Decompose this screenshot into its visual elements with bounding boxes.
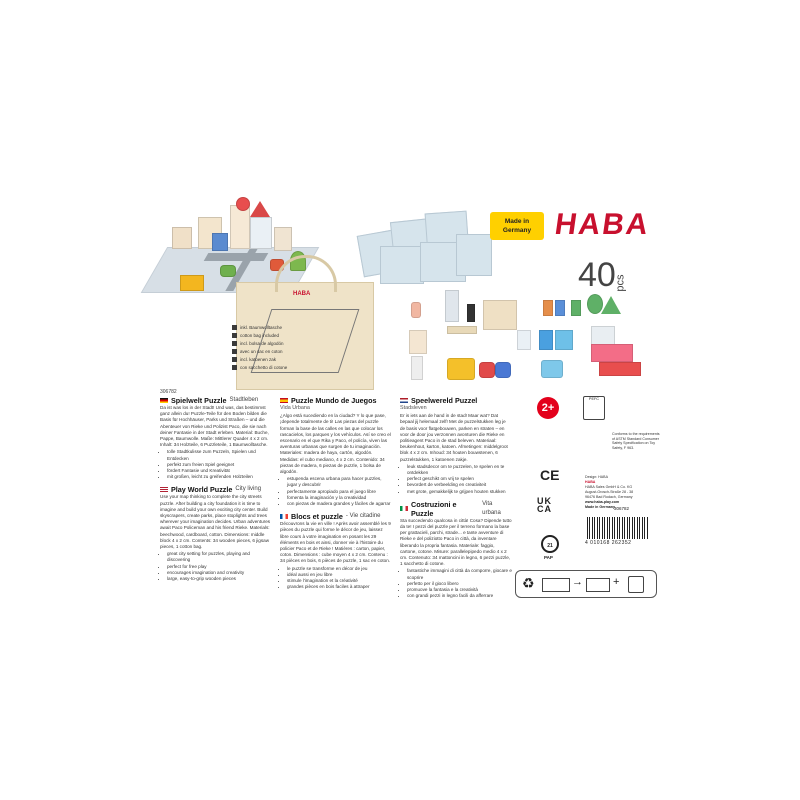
- manufacturer-address: [585, 475, 655, 510]
- legend-label: cotton bag included: [240, 332, 280, 338]
- bullet-item: • great city setting for puzzles, playing and discovering: [167, 551, 272, 563]
- heading-en: [160, 485, 272, 494]
- heading-es: [280, 396, 392, 405]
- flag-icon: [232, 325, 237, 330]
- legend-item: [232, 355, 296, 363]
- legend-item: [232, 339, 296, 347]
- legend-item: [232, 347, 296, 355]
- description-en: Use your map thinking to complete the city streets puzzle. After building a city foundation it is time to imagine and build your own exciting city center. Build skyscrapers, create parks, place stoplights and trees wherever your imagination decides. Urban adventures await Paco Policeman and his friend Rieke. Materials: beechwood, cardboard, cotton. Dimensions: middle block 4 x 2 cm. Contents: 34 wooden pieces, 6 jigsaw pieces, 1 cotton bag.: [160, 494, 271, 550]
- us-flag-icon: [160, 487, 168, 492]
- description-es: ¿Algo está sucediendo en la ciudad? Y lo que pase, ¡depende totalmente de ti! Las piezas del puzzle forman la base de las calles en las que colocar los rascacielos, los parques y los vehículos. Así se creo el escenario en el que Rika y Paco, el policía, viven las aventuras urbanas que surgen de tu imaginación. Materiales: madera de haya, cartón, algodón. Medidas: el cubo mediano, 4 x 2 cm. Contenido: 34 piezas de madera, 6 piezas de puzzle, 1 bolsa de algodón.: [280, 413, 391, 475]
- heading-de-title: Spielwelt Puzzle: [171, 396, 227, 405]
- bullets-it: [400, 568, 512, 599]
- recycling-code-icon: 21: [541, 535, 559, 553]
- address-brand: HABA: [585, 480, 596, 484]
- bullets-en: [160, 551, 272, 582]
- legend-label: inkl. Baumwolltasche: [240, 324, 283, 330]
- legend-label: incl. bolsa de algodón: [240, 340, 284, 346]
- heading-de-subtitle: Stadtleben: [229, 397, 259, 403]
- bullet-item: • perfetto per il gioco libero: [407, 581, 512, 587]
- bullet-item: • grandes pièces en bois faciles à attraper: [287, 584, 392, 590]
- bag-logo: HABA: [293, 291, 311, 297]
- legend-item: [232, 363, 296, 371]
- german-flag-icon: [160, 398, 168, 403]
- heading-es-subtitle: Vida Urbana: [280, 405, 310, 411]
- legend-item: [232, 331, 296, 339]
- legend-item: [232, 323, 296, 331]
- bullets-es: [280, 476, 392, 507]
- heading-it: [400, 500, 512, 518]
- recycling-instructions: [515, 570, 657, 598]
- bullet-item: • le puzzle se transforme en décor de jeu: [287, 566, 392, 572]
- bullet-item: • leuk stadsdecor om te puzzelen, te spelen en te ontdekken: [407, 464, 512, 476]
- flag-icon: [232, 357, 237, 362]
- bullet-item: • con grandi pezzi in legno facili da afferrare: [407, 593, 512, 599]
- bullet-item: • encourages imagination and creativity: [167, 570, 272, 576]
- made-in-label: Made in Germany: [502, 218, 532, 234]
- article-number-right: 306782: [614, 506, 630, 511]
- bullet-item: • promuove la fantasia e la creatività: [407, 587, 512, 593]
- bullet-item: • stimule l'imagination et la créativité: [287, 578, 392, 584]
- address-origin: Made in Germany: [585, 505, 615, 509]
- bullet-item: • fördert Fantasie und Kreativität: [167, 468, 272, 474]
- description-fr: Découvrons la vie en ville ! Après avoir assemblé les 9 pièces du puzzle qui forme le décor de jeu, laissez libre cours à votre imagination en posant les 29 éléments en bois et ainsi, donner vie à l'histoire du policier Paco et de Rieke ! Matières : carton, papier, coton. Dimensions : cube moyen 4 x 2 cm. Contenu : 34 pièces en bois, 6 pièces de puzzle, 1 sac en coton.: [280, 521, 391, 564]
- text-column-nl-it: [400, 396, 512, 604]
- heading-nl-title: Speelwereld Puzzel: [411, 396, 478, 405]
- legend-label: avec un sac en coton: [240, 348, 283, 354]
- flag-icon: [232, 349, 237, 354]
- bullet-item: • large, easy-to-grip wooden pieces: [167, 576, 272, 582]
- pefc-label: PEFC: [588, 397, 600, 401]
- made-in-germany-badge: [490, 212, 544, 240]
- age-badge: 2+: [537, 397, 559, 419]
- address-street: August-Grosch-Straße 28 - 38: [585, 490, 634, 494]
- heading-nl: [400, 396, 512, 405]
- bag-legend: [232, 323, 296, 377]
- description-it: Sta succedendo qualcosa in città! Cosa? Dipende tutto da te! I pezzi del puzzle per il terreno formano la base per grattacieli, parchi, strade... e tante avventure di Rieke e del poliziotto Paco in città, da inventare liberando la propria fantasia. Materiale: faggio, cartone, cotone. Misure: parallelepipedo medio 4 x 2 cm. Contenuto: 34 mattoncini in legno, 6 pezzi puzzle, 1 sacchetto di cotone.: [400, 517, 512, 567]
- heading-en-title: Play World Puzzle: [171, 485, 233, 495]
- flag-icon: [232, 365, 237, 370]
- bullets-nl: [400, 464, 512, 495]
- bullet-item: • tolle Stadtkulisse zum Puzzeln, Spielen und Entdecken: [167, 449, 272, 461]
- heading-es-title: Puzzle Mundo de Juegos: [291, 396, 377, 405]
- bullet-item: • idéal aussi en jeu libre: [287, 572, 392, 578]
- bullet-item: • con piezas de madera grandes y fáciles de agarrar: [287, 501, 392, 507]
- piece-count-number: 40: [578, 256, 616, 294]
- bullet-item: • fomenta la imaginación y la creatividad: [287, 495, 392, 501]
- bullet-item: • mit großen, leicht zu greifenden Holzteilen: [167, 474, 272, 480]
- piece-count-unit: pcs: [614, 274, 627, 292]
- bullet-item: • estupenda escena urbana para hacer puzzles, jugar y descubrir: [287, 476, 392, 488]
- barcode: [587, 517, 649, 539]
- legend-label: con sacchetto di cotone: [240, 364, 288, 370]
- design-credit: Design: HABA: [585, 475, 608, 479]
- address-web: www.haba-play.com: [585, 500, 620, 504]
- address-company: HABA Sales GmbH & Co. KG: [585, 485, 633, 489]
- bullet-item: • perfectamente apropiado para el juego libre: [287, 489, 392, 495]
- bullet-item: • perfekt zum freien Spiel geeignet: [167, 462, 272, 468]
- bullet-item: • fantastiche immagini di città da comporre, giocare e scoprire: [407, 568, 512, 580]
- plus-icon: +: [613, 576, 620, 588]
- bullet-item: • perfect for free play: [167, 564, 272, 570]
- text-column-de-en: [160, 396, 272, 587]
- barcode-number: 4 010168 262352: [585, 540, 632, 546]
- address-city: 96476 Bad Rodach, Germany: [585, 495, 633, 499]
- bullet-item: • bevordert de verbeelding en creativiteit: [407, 482, 512, 488]
- heading-de: [160, 396, 272, 405]
- puzzle-pieces-image: [360, 212, 490, 282]
- bullets-de: [160, 449, 272, 480]
- description-nl: Er is iets aan de hand in de stad! Maar wat? Dat bepaal jij helemaal zelf! Met de puzzelstukken leg je de basis voor flatgebouwen, parken en straten – en voor de door jou verzonnen avonturen die Rieke en politieagent Paco in de stad beleven. Materiaal: beukenhout, karton, katoen. Afmetingen: middelgroot blok 4 x 2 cm. Inhoud: 34 houten bouwstenen, 6 puzzelstukken, 1 katoenen zakje.: [400, 413, 508, 462]
- dutch-flag-icon: [400, 398, 408, 403]
- haba-logo: HABA: [552, 208, 653, 241]
- bullet-item: • perfect geschikt om vrij te spelen: [407, 476, 512, 482]
- article-number: 306782: [160, 389, 177, 395]
- heading-fr-subtitle: - Vie citadine: [345, 513, 381, 520]
- french-flag-icon: [280, 514, 288, 519]
- heading-nl-subtitle: Stadsleven: [400, 405, 427, 411]
- spanish-flag-icon: [280, 398, 288, 403]
- italian-flag-icon: [400, 506, 408, 511]
- heading-fr-title: Blocs et puzzle: [291, 512, 343, 522]
- text-column-es-fr: [280, 396, 392, 595]
- recycling-hand-icon: ♻: [522, 575, 535, 591]
- arrow-icon: →: [572, 576, 583, 588]
- heading-fr: [280, 512, 392, 521]
- wooden-pieces-image: [405, 290, 655, 385]
- ce-mark: CE: [540, 467, 560, 483]
- bullet-item: • met grote, gemakkelijk te grijpen houten stukken: [407, 489, 512, 495]
- bin-icon: [628, 576, 644, 593]
- box-icon: [586, 578, 610, 592]
- astm-notice: Conforms to the requirements of ASTM Standard Consumer Safety Specification on Toy Safety, F 963.: [612, 432, 660, 450]
- legend-label: incl. katoenen zak: [240, 356, 277, 362]
- recycling-label: PAP: [544, 555, 553, 560]
- flag-icon: [232, 333, 237, 338]
- description-de: Da ist was los in der Stadt! Und was, das bestimmst ganz allein du! Puzzle-Teile für den Boden bilden die Basis für Hochhäuser, Parks und Straßen – und die Abenteuer von Rieke und Polizist Paco, die sie nach deiner Fantasie in der Stadt erleben. Material: Buche, Pappe, Baumwolle. Maße: Mittlerer Quader 4 x 2 cm. Inhalt: 34 Holzteile, 6 Puzzleteile, 1 Baumwolltasche.: [160, 405, 269, 448]
- flag-icon: [232, 341, 237, 346]
- heading-en-subtitle: City living: [235, 486, 262, 493]
- bullets-fr: [280, 566, 392, 591]
- ukca-mark: UK CA: [537, 496, 552, 514]
- box-icon: [542, 578, 570, 592]
- heading-it-subtitle: Vita urbana: [482, 500, 501, 516]
- heading-it-title: Costruzioni e Puzzle: [411, 499, 457, 518]
- pefc-logo: [583, 396, 605, 420]
